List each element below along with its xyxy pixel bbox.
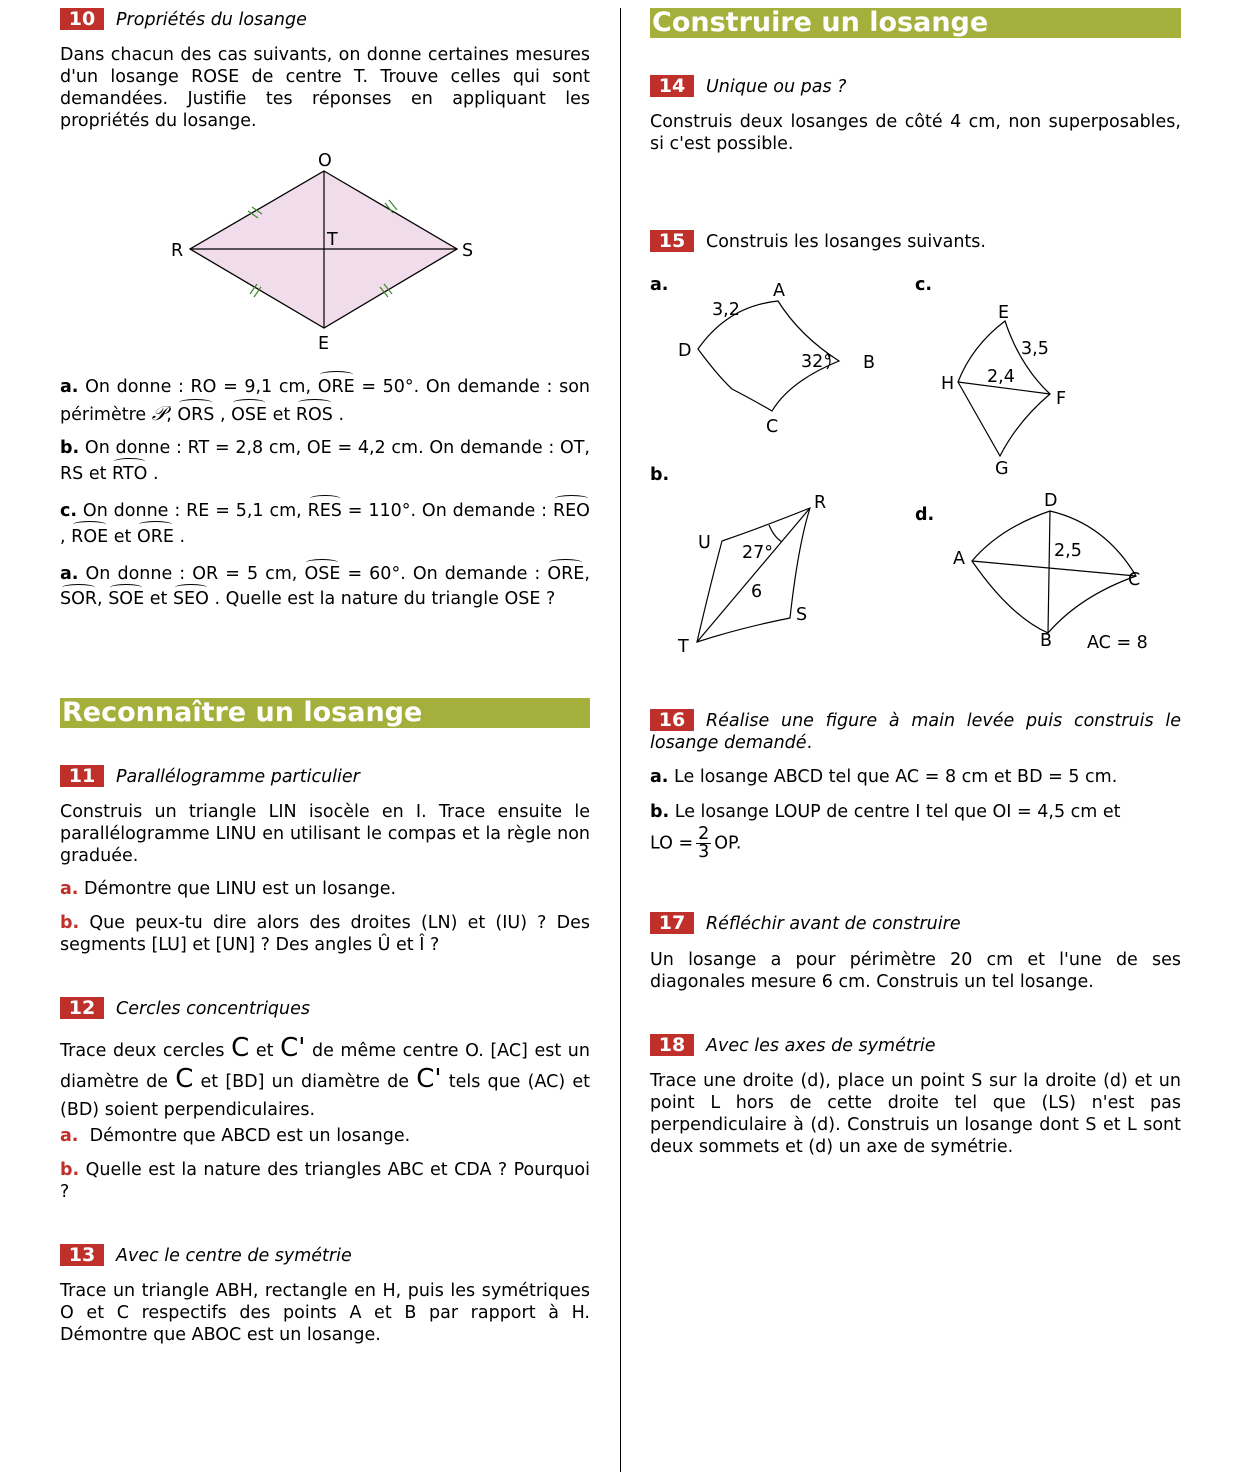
ex15-title: Construis les losanges suivants. <box>706 232 986 252</box>
ex18-text: Trace une droite (d), place un point S sur la droite (d) et un point L hors de cette droite tel que (LS) n'est pas perpendiculaire à (d). Construis un losange dont S et L sont deux sommets et (d) un axe de symétrie. <box>650 1071 1181 1157</box>
q-text: Le losange LOUP de centre I tel que OI = 4,5 cm et <box>674 802 1121 822</box>
angle: ORE <box>318 374 355 400</box>
column-divider <box>620 8 621 1472</box>
ex15-sketches <box>650 266 1181 666</box>
q-marker: a. <box>60 879 79 899</box>
ex18-header <box>650 1034 1181 1058</box>
ex11-number: 11 <box>60 765 104 787</box>
fraction-numerator: 2 <box>698 824 710 844</box>
sketch-d-diagonal-ac <box>972 561 1136 576</box>
ex16-question-a <box>650 766 1181 788</box>
fraction-denominator: 3 <box>698 842 710 862</box>
ex14-header <box>650 75 1181 99</box>
label-o: O <box>318 151 332 171</box>
label-e: E <box>318 334 330 354</box>
q-marker: b. <box>60 913 80 933</box>
fig-b-angle: 27° <box>742 543 774 563</box>
fig-b-vertex-r: R <box>814 493 827 513</box>
fig-b-vertex-u: U <box>698 533 711 553</box>
circle-name: C' <box>416 1064 442 1094</box>
ex12-question-b <box>60 1159 590 1203</box>
q-text: , <box>60 527 66 547</box>
angle: ROS <box>296 402 333 428</box>
q-marker: a. <box>60 564 79 584</box>
q-marker: b. <box>60 438 80 458</box>
q-text: On donne : RT = 2,8 cm, OE = 4,2 cm. On demande : OT, RS et <box>60 438 590 484</box>
perimeter-symbol: 𝒫 <box>151 401 167 425</box>
q-text: = 60°. On demande : <box>347 564 541 584</box>
q-text: Que peux-tu dire alors des droites (LN) et (IU) ? Des segments [LU] et [UN] ? Des angles Û et Î ? <box>60 913 590 955</box>
angle: OSE <box>231 402 267 428</box>
angle: ORE <box>547 562 584 587</box>
ex16-title: Réalise une figure à main levée puis construis le losange demandé <box>650 711 1181 753</box>
q-text: . <box>338 405 345 425</box>
ex10-number: 10 <box>60 8 104 30</box>
fig-d-side: 2,5 <box>1054 541 1082 561</box>
angle: RES <box>308 498 342 524</box>
angle: SOR <box>60 587 97 612</box>
ex18-number: 18 <box>650 1034 694 1056</box>
ex12-text <box>60 1034 590 1124</box>
q-text: . Quelle est la nature du triangle OSE ? <box>214 589 556 609</box>
ex17-header <box>650 912 1181 936</box>
ex16-number: 16 <box>650 709 694 731</box>
section-construire: Construire un losange <box>650 8 1181 38</box>
ex12-header <box>60 997 590 1021</box>
q-marker: c. <box>60 501 78 521</box>
sketch-b-diagonal <box>697 508 810 642</box>
fig-d-vertex-c: C <box>1128 570 1141 590</box>
q-marker: a. <box>60 1126 79 1146</box>
q-text: Trace deux cercles <box>60 1041 225 1061</box>
q-text: , <box>584 564 590 584</box>
fig-c-half-diag: 2,4 <box>987 367 1015 387</box>
q-text: . <box>152 464 159 484</box>
q-text: et <box>149 589 168 609</box>
q-text: et <box>255 1041 274 1061</box>
q-text: de même centre O. [AC] est un diamètre de <box>60 1041 590 1092</box>
q-text: . <box>806 733 813 753</box>
fig-c-vertex-f: F <box>1056 389 1067 409</box>
ex17-title: Réfléchir avant de construire <box>706 914 961 934</box>
angle: REO <box>553 498 590 524</box>
q-marker: a. <box>650 767 669 787</box>
q-text: On donne : RE = 5,1 cm, <box>82 501 302 521</box>
ex11-text: Construis un triangle LIN isocèle en I. Trace ensuite le parallélogramme LINU en utilisant le compas et la règle non graduée. <box>60 802 590 866</box>
fig-a-vertex-d: D <box>678 341 692 361</box>
ex14-number: 14 <box>650 75 694 97</box>
angle: ORE <box>137 524 174 550</box>
ex11-header <box>60 765 590 789</box>
ex10-title: Propriétés du losange <box>116 10 307 30</box>
ex10-question-d <box>60 562 590 612</box>
circle-name: C <box>175 1064 194 1094</box>
angle: ROE <box>71 524 108 550</box>
ex12-number: 12 <box>60 997 104 1019</box>
fig-d-vertex-b: B <box>1040 631 1053 651</box>
circle-name: C <box>231 1033 250 1063</box>
q-marker: a. <box>60 377 79 397</box>
fig-b-vertex-s: S <box>796 605 808 625</box>
ex12-question-a <box>60 1125 590 1147</box>
rhombus-rose-figure <box>150 148 490 358</box>
q-text: Démontre que ABCD est un losange. <box>89 1126 411 1146</box>
q-text: , <box>166 405 172 425</box>
q-marker: b. <box>650 802 670 822</box>
q-text: tels que (AC) et (BD) soient perpendiculaires. <box>60 1072 590 1120</box>
label-t: T <box>327 230 338 250</box>
q-text: et <box>272 405 291 425</box>
label-r: R <box>171 241 184 261</box>
fig-a-vertex-a: A <box>773 281 785 301</box>
fig-d-ac: AC = 8 <box>1087 633 1148 653</box>
q-text: On donne : RO = 9,1 cm, <box>85 377 312 397</box>
ex10-question-a <box>60 374 590 428</box>
sketch-b-angle-arc <box>769 525 782 542</box>
angle: SEO <box>173 587 209 612</box>
fig-a-vertex-c: C <box>766 417 779 437</box>
fig-c-side: 3,5 <box>1021 339 1049 359</box>
ex13-text: Trace un triangle ABH, rectangle en H, puis les symétriques O et C respectifs des points A et B par rapport à H. Démontre que ABOC est un losange. <box>60 1281 590 1345</box>
angle: ORS <box>177 402 214 428</box>
ex18-title: Avec les axes de symétrie <box>706 1036 936 1056</box>
fig-c-vertex-g: G <box>995 459 1009 479</box>
ex16-question-b <box>650 801 1181 823</box>
angle: OSE <box>304 562 340 587</box>
q-text: Démontre que LINU est un losange. <box>84 879 397 899</box>
fig-a-side: 3,2 <box>712 300 740 320</box>
sketch-d-diagonal-bd <box>1048 511 1050 633</box>
q-text: Le losange ABCD tel que AC = 8 cm et BD = 5 cm. <box>674 767 1118 787</box>
ex16-fraction-line <box>650 826 1181 861</box>
fig-d-vertex-a: A <box>953 549 965 569</box>
q-text: = 110°. On demande : <box>347 501 548 521</box>
fig-b-vertex-t: T <box>678 637 689 657</box>
ex11-question-a <box>60 878 590 900</box>
fig-c-vertex-h: H <box>941 374 955 394</box>
q-text: et [BD] un diamètre de <box>200 1072 410 1092</box>
fig-b-label: b. <box>650 465 670 485</box>
fig-c-label: c. <box>915 275 933 295</box>
ex12-title: Cercles concentriques <box>116 999 311 1019</box>
ex13-number: 13 <box>60 1244 104 1266</box>
ex17-number: 17 <box>650 912 694 934</box>
fig-c-vertex-e: E <box>998 303 1010 323</box>
ex14-text: Construis deux losanges de côté 4 cm, non superposables, si c'est possible. <box>650 112 1181 154</box>
fig-d-label: d. <box>915 505 935 525</box>
ex11-question-b <box>60 912 590 956</box>
fig-b-diag: 6 <box>751 582 763 602</box>
q-text: On donne : OR = 5 cm, <box>85 564 298 584</box>
fig-d-vertex-d: D <box>1044 491 1058 511</box>
fig-a-label: a. <box>650 275 669 295</box>
ex11-title: Parallélogramme particulier <box>116 767 360 787</box>
ex10-question-b <box>60 435 590 487</box>
q-text: , <box>219 405 226 425</box>
angle: SOE <box>108 587 144 612</box>
ex15-header <box>650 230 1181 254</box>
fig-a-vertex-b: B <box>863 353 876 373</box>
ex15-number: 15 <box>650 230 694 252</box>
q-marker: b. <box>60 1160 80 1180</box>
q-text: et <box>113 527 132 547</box>
ex10-intro: Dans chacun des cas suivants, on donne certaines mesures d'un losange ROSE de centre T. Trouve celles qui sont demandées. Justifie tes réponses en appliquant les propriétés du losange. <box>60 45 590 131</box>
q-text: OP. <box>714 833 742 854</box>
angle: RTO <box>112 461 147 487</box>
ex13-title: Avec le centre de symétrie <box>116 1246 352 1266</box>
ex10-question-c <box>60 498 590 550</box>
q-text: LO = <box>650 833 694 854</box>
q-text: Quelle est la nature des triangles ABC et CDA ? Pourquoi ? <box>60 1160 590 1202</box>
section-reconnaitre: Reconnaître un losange <box>60 698 590 728</box>
q-text: . <box>179 527 186 547</box>
ex10-header <box>60 8 590 32</box>
q-text: = 50°. On demande : son périmètre <box>60 377 590 425</box>
ex17-text: Un losange a pour périmètre 20 cm et l'une de ses diagonales mesure 6 cm. Construis un tel losange. <box>650 950 1181 992</box>
ex16-header <box>650 709 1181 754</box>
fig-a-angle: 32° <box>801 352 833 372</box>
fraction <box>696 826 711 861</box>
sketch-d-rhombus <box>972 511 1136 633</box>
ex13-header <box>60 1244 590 1268</box>
label-s: S <box>462 241 474 261</box>
ex14-title: Unique ou pas ? <box>706 77 847 97</box>
circle-name: C' <box>280 1033 306 1063</box>
q-text: , <box>97 589 103 609</box>
